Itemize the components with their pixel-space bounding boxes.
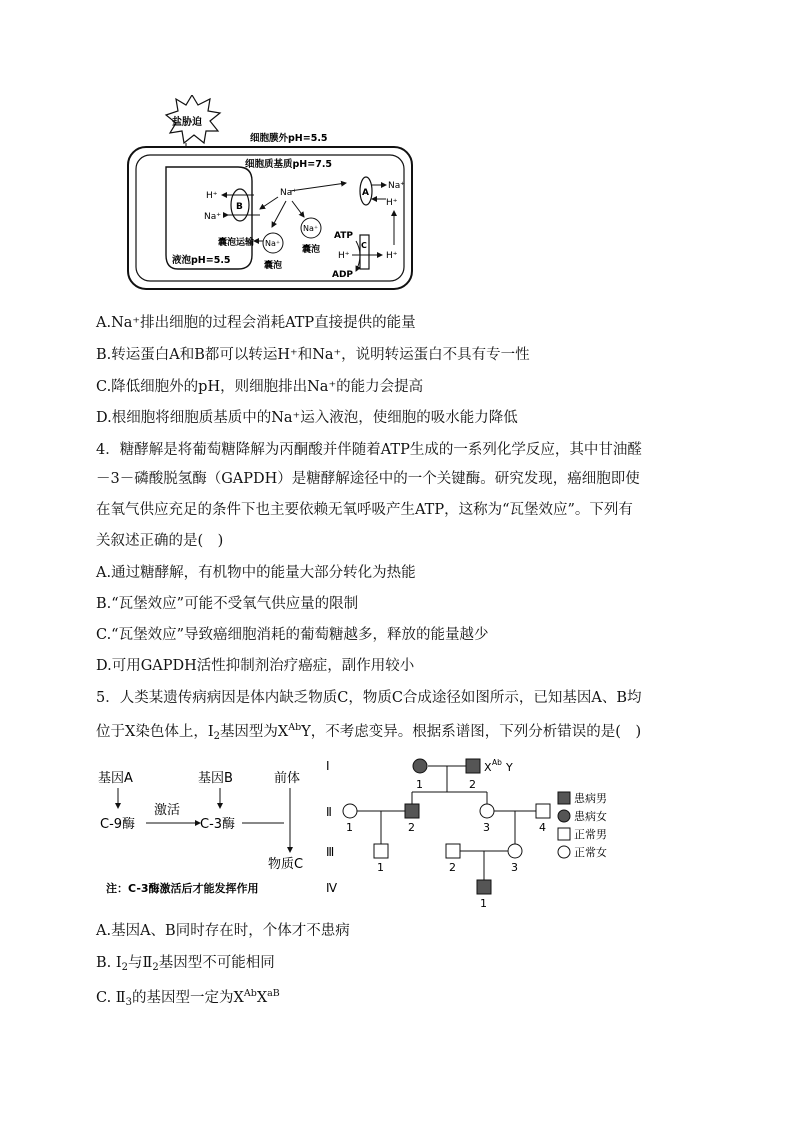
- q3-option-c: C.降低细胞外的pH，则细胞排出Na⁺的能力会提高: [96, 379, 424, 395]
- generation-iv-label: Ⅳ: [326, 881, 338, 895]
- svg-text:ADP: ADP: [332, 270, 354, 280]
- svg-text:3: 3: [511, 861, 518, 874]
- svg-text:Ab: Ab: [492, 758, 502, 767]
- svg-text:H⁺: H⁺: [386, 198, 398, 208]
- pedigree-iii3-normal-female: [508, 844, 522, 858]
- q4-stem-line-3: 在氧气供应充足的条件下也主要依赖无氧呼吸产生ATP，这称为“瓦堡效应”。下列有: [96, 502, 633, 518]
- q5-stem-line-2: 位于X染色体上，$I_2$基因型为$X^{Ab}Y$，不考虑变异。根据系谱图，下列分析错误的是( ): [96, 722, 642, 742]
- svg-text:1: 1: [416, 778, 423, 791]
- salt-stress-label: 盐胁迫: [172, 117, 202, 128]
- vesicle-transport-label: 囊泡运输: [218, 238, 255, 248]
- pedigree-i1-affected-female: [413, 759, 427, 773]
- pedigree-iii2-normal-male: [446, 844, 460, 858]
- q5-stem-line-1: 5．人类某遗传病病因是体内缺乏物质C，物质C合成途径如图所示，已知基因A、B均: [96, 690, 642, 706]
- legend-normal-male-icon: [558, 828, 570, 840]
- q3-option-d: D.根细胞将细胞质基质中的Na⁺运入液泡，使细胞的吸水能力降低: [96, 410, 518, 426]
- svg-text:Na⁺: Na⁺: [265, 239, 281, 248]
- svg-text:Na⁺: Na⁺: [204, 212, 221, 222]
- precursor-label: 前体: [274, 771, 301, 786]
- legend-affected-male-icon: [558, 792, 570, 804]
- svg-text:H⁺: H⁺: [386, 251, 398, 261]
- pedigree-i2-affected-male: [466, 759, 480, 773]
- q4-stem-line-1: 4．糖酵解是将葡萄糖降解为丙酮酸并伴随着ATP生成的一系列化学反应，其中甘油醛: [96, 442, 642, 458]
- generation-iii-label: Ⅲ: [326, 845, 335, 859]
- q4-stem-line-2: －3－磷酸脱氢酶（GAPDH）是糖酵解途径中的一个关键酶。研究发现，癌细胞即使: [96, 471, 640, 487]
- svg-text:患病男: 患病男: [574, 792, 607, 805]
- svg-text:囊泡: 囊泡: [264, 261, 283, 271]
- gene-a-label: 基因A: [98, 771, 133, 786]
- svg-text:正常女: 正常女: [574, 846, 607, 859]
- q5-option-a: A.基因A、B同时存在时，个体才不患病: [96, 923, 350, 939]
- svg-text:2: 2: [408, 821, 415, 834]
- svg-text:H⁺: H⁺: [338, 251, 350, 261]
- svg-text:正常男: 正常男: [574, 828, 607, 841]
- substance-c-label: 物质C: [268, 857, 304, 872]
- svg-text:B: B: [236, 202, 243, 212]
- svg-text:H⁺: H⁺: [206, 191, 218, 201]
- svg-text:3: 3: [483, 821, 490, 834]
- svg-text:Y: Y: [506, 761, 513, 774]
- q5-option-b: B. $Ⅰ_2$与$Ⅱ_2$基因型不可能相同: [96, 955, 275, 973]
- c3-enzyme-label: C-3酶: [200, 817, 236, 832]
- pedigree-ii4-normal-male: [536, 804, 550, 818]
- pedigree-ii1-normal-female: [343, 804, 357, 818]
- q4-option-d: D.可用GAPDH活性抑制剂治疗癌症，副作用较小: [96, 658, 415, 674]
- svg-text:囊泡: 囊泡: [302, 245, 321, 255]
- pedigree-iii1-normal-male: [374, 844, 388, 858]
- svg-text:Na⁺: Na⁺: [280, 188, 297, 198]
- svg-text:患病女: 患病女: [574, 810, 607, 823]
- q5-option-c: C. $Ⅱ_3$的基因型一定为$X^{Ab}X^{aB}$: [96, 988, 280, 1008]
- pathway-figure: [96, 760, 316, 900]
- q3-option-b: B.转运蛋白A和B都可以转运H⁺和Na⁺，说明转运蛋白不具有专一性: [96, 347, 530, 363]
- q4-option-c: C.“瓦堡效应”导致癌细胞消耗的葡萄糖越多，释放的能量越少: [96, 627, 489, 643]
- svg-text:C: C: [361, 241, 367, 250]
- svg-text:Na⁺: Na⁺: [303, 224, 319, 233]
- cell-transport-figure: [120, 95, 420, 295]
- svg-text:X: X: [484, 761, 492, 774]
- svg-text:4: 4: [539, 821, 546, 834]
- pathway-note: 注：C-3酶激活后才能发挥作用: [106, 882, 259, 895]
- pedigree-ii3-normal-female: [480, 804, 494, 818]
- c9-enzyme-label: C-9酶: [100, 817, 136, 832]
- pedigree-figure: [322, 752, 622, 910]
- svg-text:A: A: [362, 188, 369, 198]
- svg-text:2: 2: [449, 861, 456, 874]
- svg-text:2: 2: [469, 778, 476, 791]
- pedigree-ii2-affected-male: [405, 804, 419, 818]
- svg-text:1: 1: [377, 861, 384, 874]
- q4-option-b: B.“瓦堡效应”可能不受氧气供应量的限制: [96, 596, 359, 612]
- outside-ph-label: 细胞膜外pH=5.5: [250, 133, 328, 144]
- activate-label: 激活: [154, 803, 181, 818]
- svg-text:Na⁺: Na⁺: [388, 181, 405, 191]
- svg-text:1: 1: [480, 897, 487, 910]
- gene-b-label: 基因B: [198, 771, 233, 786]
- legend-normal-female-icon: [558, 846, 570, 858]
- legend-affected-female-icon: [558, 810, 570, 822]
- svg-text:ATP: ATP: [334, 231, 354, 241]
- generation-ii-label: Ⅱ: [326, 805, 332, 819]
- generation-i-label: Ⅰ: [326, 759, 330, 773]
- svg-text:1: 1: [346, 821, 353, 834]
- q3-option-a: A.Na⁺排出细胞的过程会消耗ATP直接提供的能量: [96, 315, 416, 331]
- q4-option-a: A.通过糖酵解，有机物中的能量大部分转化为热能: [96, 565, 416, 581]
- pedigree-iv1-affected-male: [477, 880, 491, 894]
- q4-stem-line-4: 关叙述正确的是( ): [96, 533, 224, 549]
- cytoplasm-ph-label: 细胞质基质pH=7.5: [245, 159, 333, 170]
- vacuole-ph-label: 液泡pH=5.5: [172, 255, 231, 266]
